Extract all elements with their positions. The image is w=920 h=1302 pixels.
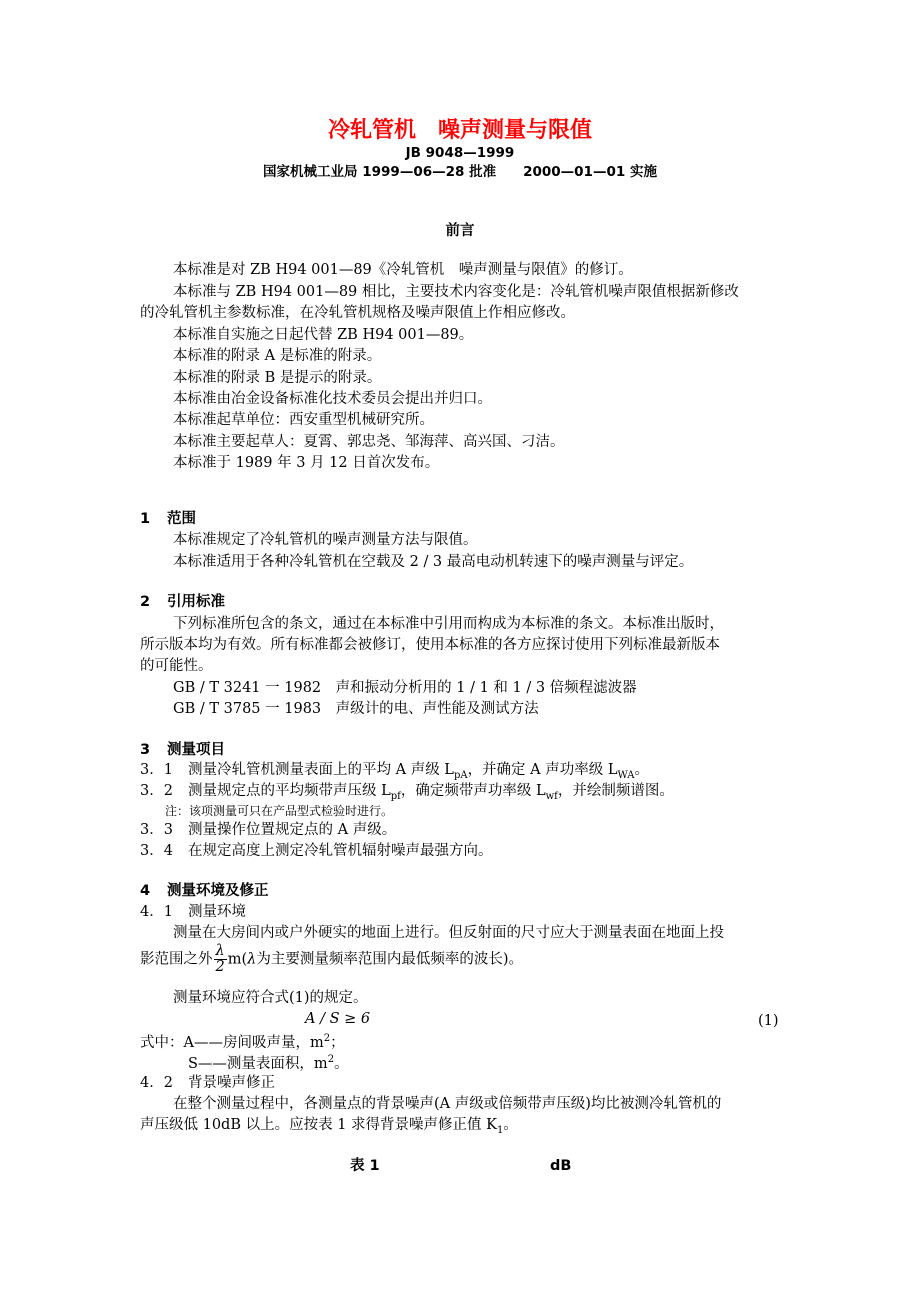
preface-paragraph: 本标准的附录 B 是提示的附录。 [173,370,382,386]
formula-where-s: S——测量表面积，$m^2$。 [188,1054,349,1072]
section-1-text: 本标准规定了冷轧管机的噪声测量方法与限值。 [173,532,478,548]
clause-4-1-heading: 4．1 测量环境 [140,904,246,920]
reference-standard: GB / T 3785 一 1983 声级计的电、声性能及测试方法 [173,701,539,717]
formula-1: A / S ≥ 6 [305,1011,371,1027]
table-unit: dB [550,1158,572,1174]
clause-3-3: 3．3 测量操作位置规定点的 A 声级。 [140,822,397,838]
preface-paragraph: 本标准由冶金设备标准化技术委员会提出并归口。 [173,391,492,407]
section-2-text: 下列标准所包含的条文，通过在本标准中引用而构成为本标准的条文。本标准出版时， [173,616,724,632]
section-2-heading: 2 引用标准 [140,594,225,610]
clause-4-1-text: 测量环境应符合式(1)的规定。 [173,990,368,1006]
clause-3-2: 3．2 测量规定点的平均频带声压级 $L_{pf}$，确定频带声功率级 $L_{wf}$，并绘制频谱图。 [140,783,674,802]
clause-3-4: 3．4 在规定高度上测定冷轧管机辐射噪声最强方向。 [140,843,493,859]
section-2-text: 的可能性。 [140,658,213,674]
lambda-over-two-fraction: $\frac{\lambda}{2}$ [215,943,225,976]
formula-number: (1) [758,1013,779,1029]
reference-standard: GB / T 3241 一 1982 声和振动分析用的 1 / 1 和 1 / 3 倍频程滤波器 [173,680,637,696]
section-1-text: 本标准适用于各种冷轧管机在空载及 2 / 3 最高电动机转速下的噪声测量与评定。 [173,554,694,570]
preface-heading: 前言 [445,223,475,239]
clause-4-2-heading: 4．2 背景噪声修正 [140,1075,275,1091]
section-3-heading: 3 测量项目 [140,742,225,758]
preface-paragraph: 本标准起草单位：西安重型机械研究所。 [173,412,434,428]
section-2-text: 所示版本均为有效。所有标准都会被修订，使用本标准的各方应探讨使用下列标准最新版本 [140,637,720,653]
preface-paragraph: 本标准主要起草人：夏霄、郭忠尧、邹海萍、高兴国、刁洁。 [173,434,565,450]
formula-where-a: 式中：A——房间吸声量，$m^2$； [140,1033,345,1051]
preface-paragraph: 本标准是对 ZB H94 001—89《冷轧管机 噪声测量与限值》的修订。 [173,262,633,278]
section-1-heading: 1 范围 [140,511,196,527]
section-4-heading: 4 测量环境及修正 [140,883,269,899]
preface-paragraph: 本标准的附录 A 是标准的附录。 [173,348,382,364]
preface-paragraph: 本标准于 1989 年 3 月 12 日首次发布。 [173,455,440,471]
document-title: 冷轧管机 噪声测量与限值 [327,118,592,143]
standard-code: JB 9048—1999 [405,145,515,161]
clause-4-2-text: 在整个测量过程中，各测量点的背景噪声(A 声级或倍频带声压级)均比被测冷轧管机的 [173,1096,722,1112]
preface-paragraph: 本标准与 ZB H94 001—89 相比，主要技术内容变化是：冷轧管机噪声限值根据新修改 [173,284,739,300]
clause-3-1: 3．1 测量冷轧管机测量表面上的平均 A 声级 $L_{pA}$，并确定 A 声功率级 $L_{WA}$。 [140,762,650,781]
preface-paragraph: 的冷轧管机主参数标准，在冷轧管机规格及噪声限值上作相应修改。 [140,305,575,321]
issue-line: 国家机械工业局 1999—06—28 批准 2000—01—01 实施 [263,164,657,180]
clause-note: 注：该项测量可只在产品型式检验时进行。 [165,804,394,818]
table-caption: 表 1 [350,1158,380,1174]
clause-4-1-text: 测量在大房间内或户外硬实的地面上进行。但反射面的尺寸应大于测量表面在地面上投 [173,925,724,941]
clause-4-2-text: 声压级低 10dB 以上。应按表 1 求得背景噪声修正值 $K_1$。 [140,1117,518,1136]
clause-4-1-text-fraction: 影范围之外 $\frac{\lambda}{2}$ m(λ为主要测量频率范围内最低频率的波长)。 [140,943,523,976]
preface-paragraph: 本标准自实施之日起代替 ZB H94 001—89。 [173,327,474,343]
